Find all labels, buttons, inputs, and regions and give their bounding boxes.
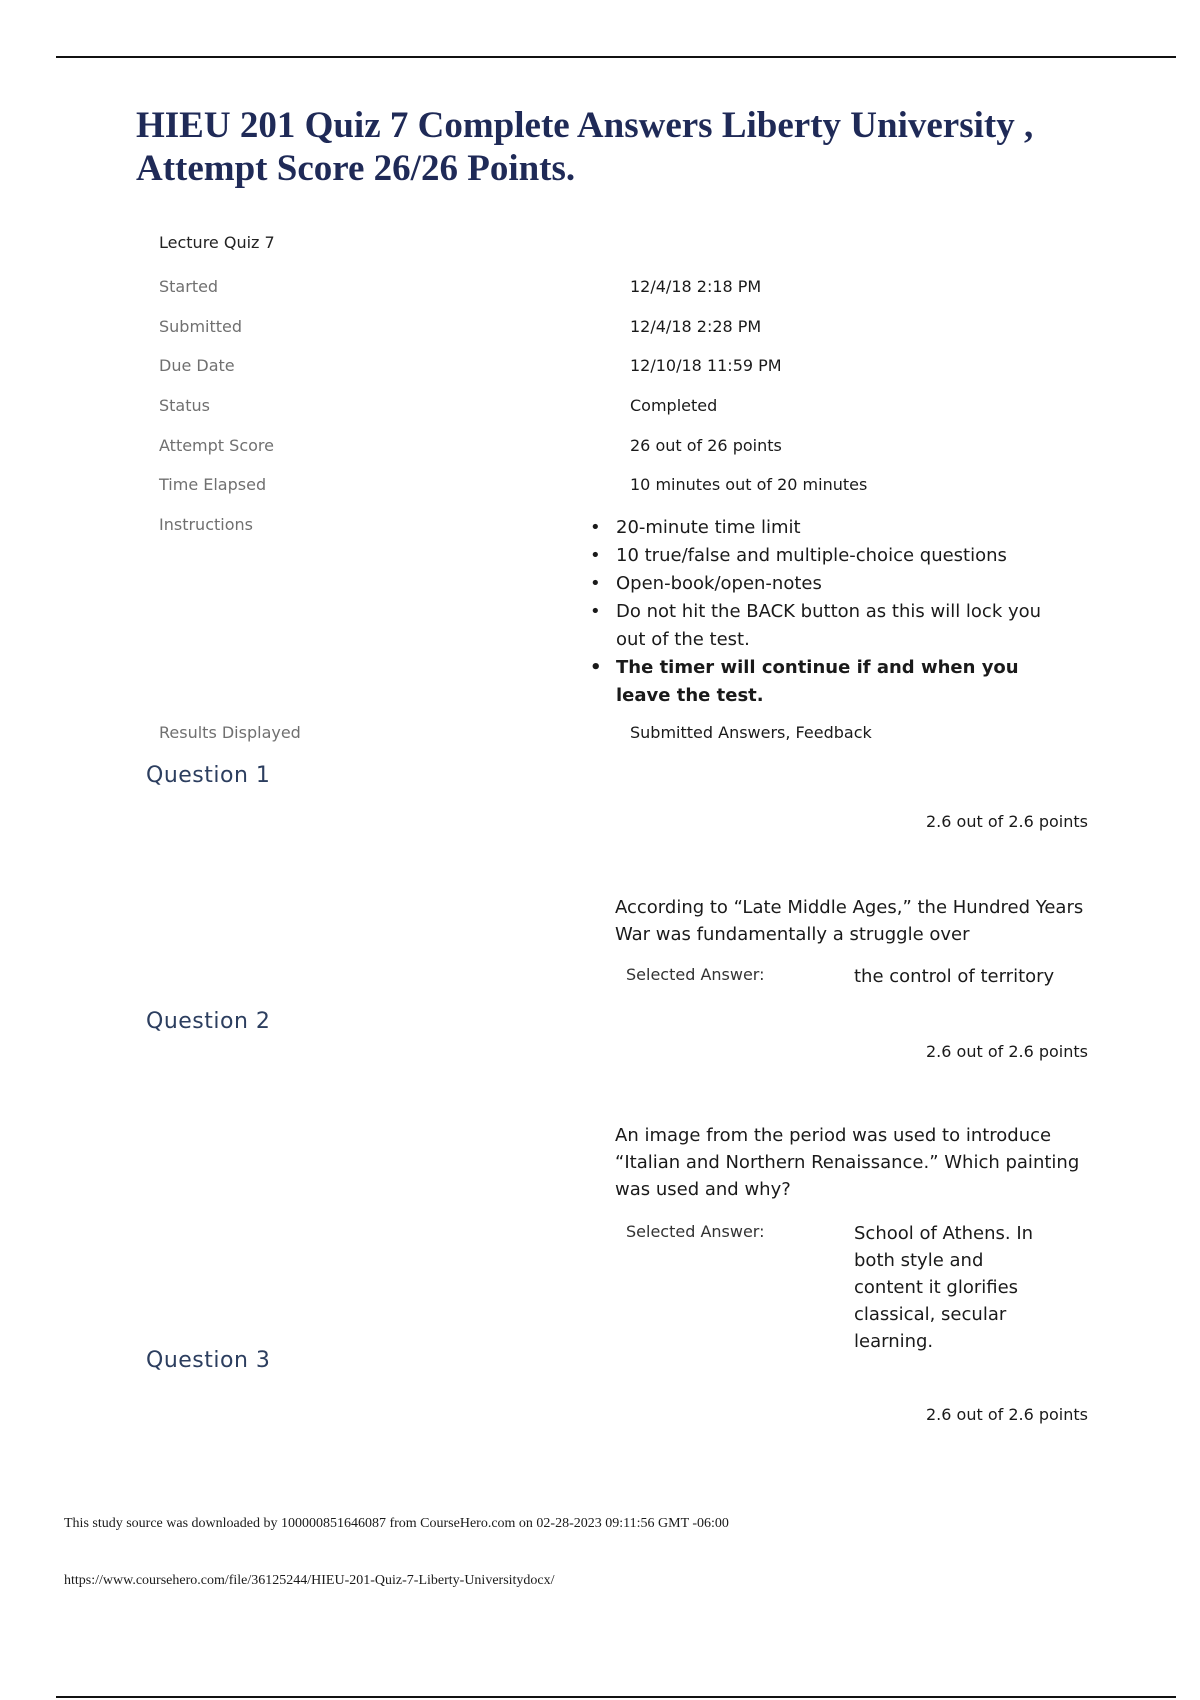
quiz-name: Lecture Quiz 7 [159, 233, 275, 252]
instruction-item: • Do not hit the BACK button as this will lock you out of the test. [600, 598, 1070, 654]
top-rule [56, 56, 1176, 58]
time-elapsed-value: 10 minutes out of 20 minutes [630, 475, 868, 494]
status-label: Status [159, 396, 210, 415]
submitted-value: 12/4/18 2:28 PM [630, 317, 762, 336]
question-1-points: 2.6 out of 2.6 points [926, 812, 1088, 831]
instructions-list [600, 514, 1070, 710]
attempt-score-label: Attempt Score [159, 436, 274, 455]
instruction-item: • The timer will continue if and when you leave the test. [600, 654, 1070, 710]
download-source-note: This study source was downloaded by 100000851646087 from CourseHero.com on 02-28-2023 09:11:56 GMT -06:00 [64, 1516, 729, 1531]
attempt-score-value: 26 out of 26 points [630, 436, 782, 455]
question-1-text: According to “Late Middle Ages,” the Hundred Years War was fundamentally a struggle over [615, 897, 1084, 945]
question-1-heading: Question 1 [146, 763, 271, 788]
instructions-label: Instructions [159, 515, 253, 534]
status-value: Completed [630, 396, 718, 415]
time-elapsed-label: Time Elapsed [159, 475, 267, 494]
instruction-item: • 20-minute time limit [600, 514, 1070, 542]
bottom-rule [56, 1696, 1176, 1698]
selected-answer-value: the control of territory [854, 966, 1055, 987]
submitted-label: Submitted [159, 317, 243, 336]
started-label: Started [159, 277, 219, 296]
results-displayed-value: Submitted Answers, Feedback [630, 723, 872, 742]
selected-answer-label: Selected Answer: [626, 965, 765, 984]
instruction-item: • 10 true/false and multiple-choice questions [600, 542, 1070, 570]
due-date-label: Due Date [159, 356, 235, 375]
question-2-text: An image from the period was used to introduce “Italian and Northern Renaissance.” Which painting was used and why? [615, 1125, 1080, 1200]
question-3-points: 2.6 out of 2.6 points [926, 1405, 1088, 1424]
due-date-value: 12/10/18 11:59 PM [630, 356, 782, 375]
instruction-item: • Open-book/open-notes [600, 570, 1070, 598]
results-displayed-label: Results Displayed [159, 723, 301, 742]
started-value: 12/4/18 2:18 PM [630, 277, 762, 296]
selected-answer-label: Selected Answer: [626, 1222, 765, 1241]
document-title: HIEU 201 Quiz 7 Complete Answers Liberty University , Attempt Score 26/26 Points. [136, 105, 1034, 189]
selected-answer-value: School of Athens. In both style and content it glorifies classical, secular learning. [854, 1223, 1034, 1352]
question-3-heading: Question 3 [146, 1348, 271, 1373]
question-2-points: 2.6 out of 2.6 points [926, 1042, 1088, 1061]
question-2-heading: Question 2 [146, 1009, 271, 1034]
source-url[interactable]: https://www.coursehero.com/file/36125244/HIEU-201-Quiz-7-Liberty-Universitydocx/ [64, 1573, 555, 1588]
